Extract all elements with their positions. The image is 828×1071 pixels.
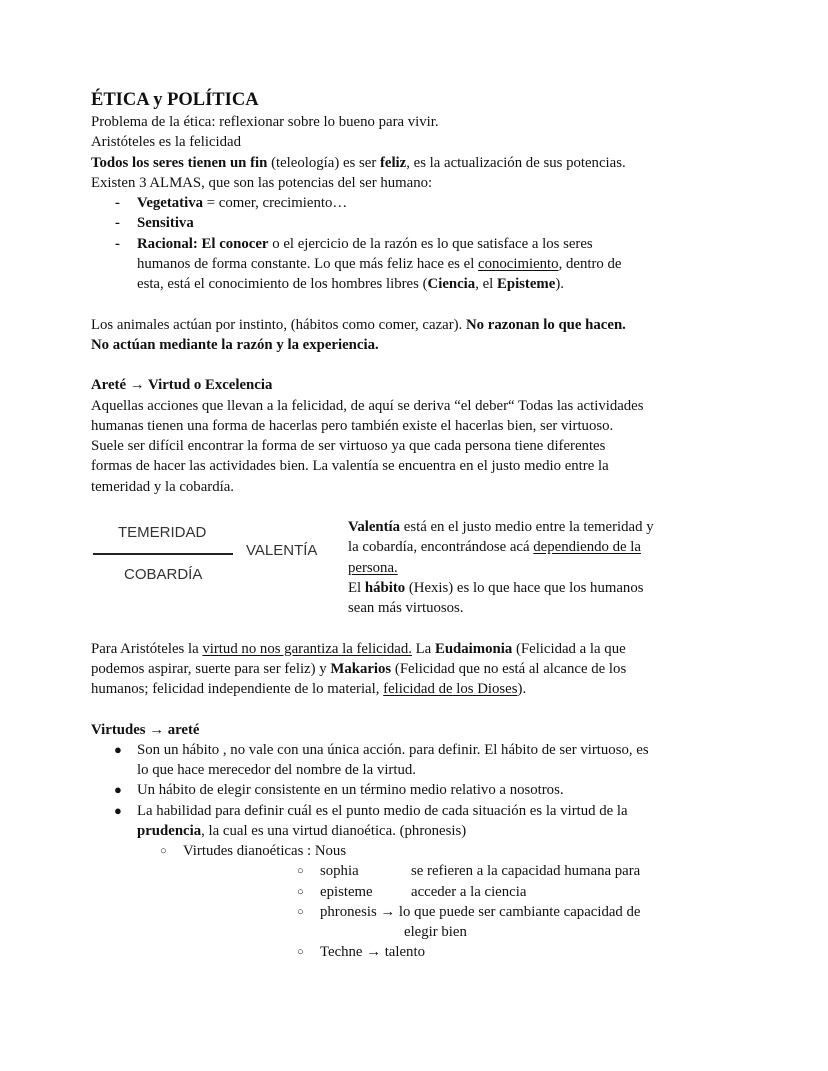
line-content	[348, 537, 641, 557]
text-run: (Felicidad que no está al alcance de los	[391, 660, 627, 677]
text-run: (Hexis) es lo que hace que los humanos	[405, 579, 644, 596]
underlined-text: virtud no nos garantiza la felicidad.	[202, 640, 412, 657]
line-content	[320, 942, 425, 962]
underlined-text: conocimiento	[478, 255, 559, 272]
text-line	[0, 375, 828, 395]
bold-text: prudencia	[137, 822, 202, 839]
text-line	[0, 922, 828, 942]
text-run: elegir bien	[404, 924, 467, 940]
bold-text: No razonan lo que hacen.	[465, 316, 626, 333]
text-run: phronesis → lo que puede ser cambiante capacidad de	[320, 903, 641, 920]
bold-text: Vegetativa	[137, 195, 204, 211]
line-content	[137, 801, 628, 821]
text-run: humanos de forma constante. Lo que más feliz hace es el	[137, 255, 479, 272]
page-title: ÉTICA y POLÍTICA	[91, 90, 259, 110]
text-line	[0, 213, 828, 233]
line-content	[348, 578, 644, 598]
text-line	[0, 882, 828, 902]
line-content	[91, 416, 613, 436]
text-run: ).	[517, 681, 527, 697]
line-content	[91, 335, 379, 355]
text-run: ).	[555, 276, 564, 292]
dash-marker-icon: -	[115, 235, 120, 252]
line-content	[91, 375, 272, 395]
line-content	[404, 922, 467, 942]
text-line	[0, 517, 828, 537]
line-content	[91, 132, 241, 152]
text-run: La habilidad para definir cuál es el punto medio de cada situación es la virtud de la	[137, 802, 628, 819]
text-line	[0, 396, 828, 416]
text-run: Un hábito de elegir consistente en un término medio relativo a nosotros.	[137, 782, 564, 799]
text-line	[0, 780, 828, 800]
line-content	[91, 112, 439, 132]
bold-text: Episteme	[496, 276, 556, 292]
text-line	[0, 659, 828, 679]
text-line	[0, 234, 828, 254]
line-content	[137, 234, 593, 254]
line-content	[91, 173, 432, 193]
text-run: está en el justo medio entre la temeridad y	[400, 519, 654, 535]
text-run: = comer, crecimiento…	[203, 195, 348, 211]
text-run: (teleología) es ser	[267, 154, 380, 171]
line-content	[91, 456, 609, 476]
text-line	[0, 254, 828, 274]
bold-text: feliz	[379, 154, 407, 171]
text-run: , la cual es una virtud dianoética. (phronesis)	[201, 822, 467, 839]
text-line	[0, 153, 828, 173]
line-content	[183, 841, 346, 861]
hollow-bullet-icon: ○	[297, 946, 304, 959]
text-run: (Felicidad a la que	[512, 640, 626, 657]
text-run: Los animales actúan por instinto, (hábitos como comer, cazar).	[91, 316, 466, 333]
text-line	[0, 436, 828, 456]
text-run: Aquellas acciones que llevan a la felicidad, de aquí se deriva “el deber“ Todas las actividades	[91, 397, 644, 414]
text-line	[0, 639, 828, 659]
line-content	[91, 315, 626, 335]
text-run: humanos; felicidad independiente de lo material,	[91, 681, 384, 697]
bold-text: Virtudes → areté	[91, 721, 200, 738]
line-content	[91, 679, 526, 699]
underlined-text: felicidad de los Dioses	[383, 681, 518, 697]
line-content	[137, 740, 649, 760]
text-line	[0, 902, 828, 922]
blank-line	[0, 497, 828, 517]
line-content	[91, 720, 199, 740]
text-line	[0, 598, 828, 618]
line-content	[320, 882, 373, 902]
line-content	[137, 213, 194, 233]
blank-line	[0, 355, 828, 375]
text-run: , el	[475, 276, 497, 292]
text-run: La	[411, 640, 435, 657]
bullet-icon: ●	[114, 782, 122, 798]
bold-text: Sensitiva	[137, 215, 194, 232]
text-run: esta, está el conocimiento de los hombres libres (	[137, 276, 428, 292]
text-line	[0, 112, 828, 132]
bold-text: Todos los seres tienen un fin	[91, 154, 268, 171]
line-content	[137, 821, 466, 841]
text-run: sean más virtuosos.	[348, 600, 464, 616]
line-content	[137, 274, 564, 294]
text-line	[0, 173, 828, 193]
text-run: Para Aristóteles la	[91, 640, 203, 657]
text-run: Problema de la ética: reflexionar sobre lo bueno para vivir.	[91, 114, 439, 130]
text-line	[0, 477, 828, 497]
text-line	[0, 720, 828, 740]
line-content	[137, 254, 621, 274]
bold-text: No actúan mediante la razón y la experiencia.	[91, 336, 379, 353]
text-line	[0, 801, 828, 821]
hollow-bullet-icon: ○	[297, 885, 304, 898]
text-run: formas de hacer las actividades bien. La valentía se encuentra en el justo medio entre la	[91, 458, 609, 475]
text-line	[0, 456, 828, 476]
bold-text: hábito	[364, 579, 406, 596]
line-content	[137, 780, 564, 800]
bold-text: Makarios	[330, 660, 392, 677]
line-content	[348, 598, 464, 618]
dash-marker-icon: -	[115, 215, 120, 232]
text-line	[0, 335, 828, 355]
diagram-label-cobardia: COBARDÍA	[124, 566, 203, 583]
text-line	[0, 679, 828, 699]
text-run: , es la actualización de sus potencias.	[406, 154, 626, 171]
hollow-bullet-icon: ○	[297, 865, 304, 878]
line-content	[137, 193, 347, 213]
text-line	[0, 821, 828, 841]
text-run: podemos aspirar, suerte para ser feliz) y	[91, 660, 331, 677]
text-line	[0, 841, 828, 861]
hollow-bullet-icon: ○	[297, 905, 304, 918]
bold-text: Ciencia	[427, 276, 476, 292]
text-line	[0, 315, 828, 335]
text-run: Techne → talento	[320, 944, 425, 961]
line-content	[91, 396, 644, 416]
bold-text: Valentía	[348, 519, 401, 535]
line-content	[348, 517, 654, 537]
text-run: Son un hábito , no vale con una única acción. para definir. El hábito de ser virtuoso, es	[137, 741, 649, 758]
line-content	[137, 760, 416, 780]
bold-text: Racional: El conocer	[137, 235, 269, 252]
text-line	[0, 558, 828, 578]
line-content	[91, 436, 605, 456]
text-run: episteme	[320, 883, 373, 900]
document-body	[0, 112, 828, 963]
line-content	[91, 477, 234, 497]
text-run: El	[348, 579, 365, 596]
definition-text: acceder a la ciencia	[411, 883, 527, 900]
text-line	[0, 942, 828, 962]
text-line	[0, 274, 828, 294]
text-run: lo que hace merecedor del nombre de la virtud.	[137, 762, 416, 778]
text-line	[0, 861, 828, 881]
text-line	[0, 760, 828, 780]
text-run: Aristóteles es la felicidad	[91, 134, 241, 151]
bullet-icon: ●	[114, 802, 122, 818]
text-run: sophia	[320, 863, 359, 880]
text-run: humanas tienen una forma de hacerlas pero también existe el hacerlas bien, ser virtuoso.	[91, 417, 614, 434]
underlined-text: persona.	[348, 559, 398, 576]
line-content	[348, 558, 398, 578]
text-line	[0, 132, 828, 152]
text-run: o el ejercicio de la razón es lo que satisface a los seres	[268, 235, 593, 252]
line-content	[320, 861, 359, 881]
diagram-label-temeridad: TEMERIDAD	[118, 524, 207, 541]
text-line	[0, 193, 828, 213]
blank-line	[0, 699, 828, 719]
text-run: la cobardía, encontrándose acá	[348, 539, 534, 556]
line-content	[91, 153, 626, 173]
blank-line	[0, 294, 828, 314]
dash-marker-icon: -	[115, 195, 120, 211]
bold-text: Eudaimonia	[434, 640, 513, 657]
hollow-bullet-icon: ○	[160, 845, 167, 857]
text-run: temeridad y la cobardía.	[91, 478, 234, 495]
text-run: Virtudes dianoéticas : Nous	[183, 843, 347, 859]
line-content	[91, 639, 626, 659]
line-content	[91, 659, 626, 679]
definition-text: se refieren a la capacidad humana para	[411, 863, 641, 880]
text-run: Existen 3 ALMAS, que son las potencias del ser humano:	[91, 174, 433, 191]
bold-text: Areté → Virtud o Excelencia	[91, 377, 273, 394]
text-line	[0, 537, 828, 557]
text-line	[0, 578, 828, 598]
underlined-text: dependiendo de la	[533, 539, 641, 556]
blank-line	[0, 618, 828, 638]
line-content	[320, 902, 640, 922]
text-run: , dentro de	[558, 255, 622, 272]
text-line	[0, 740, 828, 760]
bullet-icon: ●	[114, 741, 122, 757]
diagram-label-valentia: VALENTÍA	[246, 542, 318, 559]
text-run: Suele ser difícil encontrar la forma de ser virtuoso ya que cada persona tiene diferentes	[91, 438, 606, 454]
text-line	[0, 416, 828, 436]
